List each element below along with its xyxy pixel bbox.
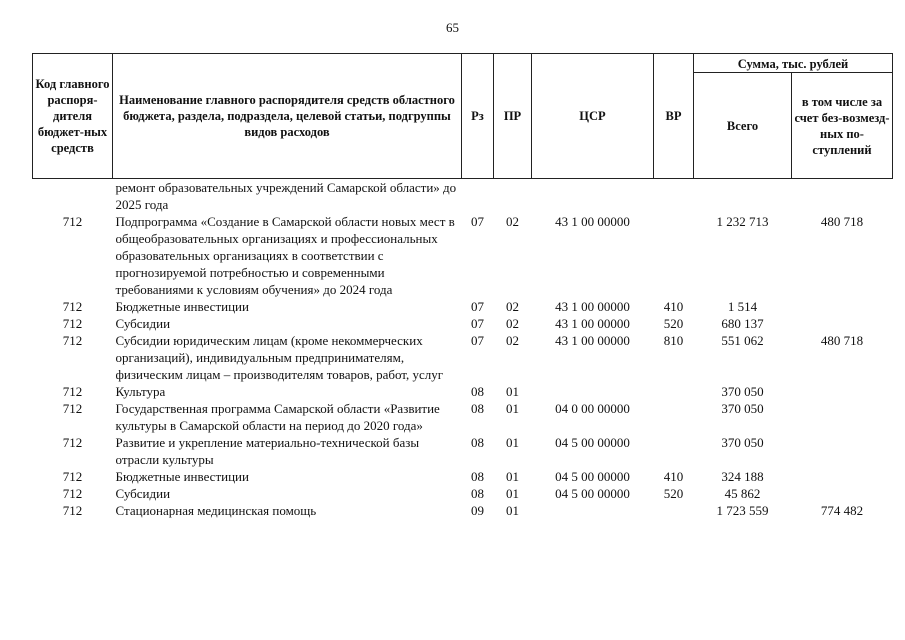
row-free	[792, 468, 893, 485]
row-name: Субсидии юридическим лицам (кроме некоммерческих организаций), индивидуальным предпринимателям, физическим лицам – производителям товаров, работ, услуг	[115, 333, 444, 382]
table-row	[33, 332, 893, 383]
row-code: 712	[62, 384, 83, 399]
row-rz: 07	[471, 316, 484, 331]
row-name: Бюджетные инвестиции	[115, 469, 249, 484]
row-vr	[654, 400, 694, 434]
row-vr	[654, 502, 694, 519]
row-total: 1 723 559	[716, 503, 769, 518]
table-body	[33, 179, 893, 520]
row-free	[792, 298, 893, 315]
row-pr: 01	[506, 401, 519, 416]
header-rz: Рз	[462, 54, 494, 179]
row-name: Бюджетные инвестиции	[115, 299, 249, 314]
row-vr: 520	[663, 316, 684, 331]
row-free: 480 718	[820, 214, 864, 229]
row-code: 712	[62, 435, 83, 450]
table-row	[33, 179, 893, 214]
row-vr: 520	[663, 486, 684, 501]
table-row	[33, 485, 893, 502]
table-row	[33, 400, 893, 434]
row-free	[792, 485, 893, 502]
row-code: 712	[62, 503, 83, 518]
table-row	[33, 383, 893, 400]
row-vr: 410	[663, 469, 684, 484]
row-csr: 43 1 00 00000	[555, 333, 630, 348]
table-row	[33, 315, 893, 332]
header-pr: ПР	[494, 54, 532, 179]
header-name: Наименование главного распорядителя средств областного бюджета, раздела, подраздела, целевой статьи, подгруппы видов расходов	[113, 54, 462, 179]
row-rz: 08	[471, 384, 484, 399]
row-vr	[654, 434, 694, 468]
row-rz: 08	[471, 401, 484, 416]
row-name: Культура	[115, 384, 166, 399]
row-free	[792, 383, 893, 400]
row-pr: 02	[506, 333, 519, 348]
row-free	[792, 400, 893, 434]
row-code: 712	[62, 214, 83, 229]
row-vr: 410	[663, 299, 684, 314]
row-rz	[462, 179, 494, 214]
row-code: 712	[62, 401, 83, 416]
header-code: Код главного распоря-дителя бюджет-ных средств	[33, 54, 113, 179]
row-total: 1 232 713	[716, 214, 769, 229]
row-code: 712	[62, 299, 83, 314]
row-csr	[532, 383, 654, 400]
row-csr: 43 1 00 00000	[555, 316, 630, 331]
row-name: Субсидии	[115, 486, 171, 501]
row-vr	[654, 213, 694, 298]
row-pr	[494, 179, 532, 214]
table-row	[33, 434, 893, 468]
header-total: Всего	[694, 73, 792, 179]
row-code: 712	[62, 333, 83, 348]
row-total	[694, 179, 792, 214]
row-csr	[532, 502, 654, 519]
row-csr: 43 1 00 00000	[555, 299, 630, 314]
row-total: 370 050	[721, 384, 764, 399]
row-total: 370 050	[721, 435, 764, 450]
row-rz: 09	[471, 503, 484, 518]
row-pr: 01	[506, 435, 519, 450]
row-free	[792, 179, 893, 214]
row-csr: 04 5 00 00000	[555, 435, 630, 450]
row-total: 324 188	[721, 469, 764, 484]
row-total: 1 514	[727, 299, 758, 314]
row-rz: 08	[471, 486, 484, 501]
row-total: 370 050	[721, 401, 764, 416]
row-free	[792, 434, 893, 468]
row-name: Подпрограмма «Создание в Самарской области новых мест в общеобразовательных организациях и профессиональных образовательных организациях в соответствии с прогнозируемой потребностью и современными требованиями к условиям обучения» до 2024 года	[115, 214, 455, 297]
row-vr	[654, 383, 694, 400]
row-total: 680 137	[721, 316, 764, 331]
row-name: Развитие и укрепление материально-технической базы отрасли культуры	[115, 435, 420, 467]
row-code: 712	[62, 486, 83, 501]
row-csr: 43 1 00 00000	[555, 214, 630, 229]
table-row	[33, 468, 893, 485]
row-rz: 08	[471, 469, 484, 484]
row-vr	[654, 179, 694, 214]
row-pr: 01	[506, 469, 519, 484]
row-name: Государственная программа Самарской области «Развитие культуры в Самарской области на период до 2020 года»	[115, 401, 440, 433]
row-pr: 01	[506, 503, 519, 518]
row-name: ремонт образовательных учреждений Самарской области» до 2025 года	[115, 180, 457, 212]
row-name: Стационарная медицинская помощь	[115, 503, 317, 518]
row-code: 712	[62, 469, 83, 484]
row-rz: 07	[471, 214, 484, 229]
row-name: Субсидии	[115, 316, 171, 331]
row-free	[792, 315, 893, 332]
table-header	[33, 54, 893, 179]
row-total: 45 862	[724, 486, 761, 501]
budget-table	[32, 53, 893, 519]
row-csr: 04 5 00 00000	[555, 486, 630, 501]
row-pr: 01	[506, 384, 519, 399]
page-number: 65	[446, 20, 459, 35]
row-rz: 08	[471, 435, 484, 450]
header-csr: ЦСР	[532, 54, 654, 179]
header-vr: ВР	[654, 54, 694, 179]
row-pr: 02	[506, 214, 519, 229]
row-pr: 01	[506, 486, 519, 501]
row-code	[33, 179, 113, 214]
row-rz: 07	[471, 333, 484, 348]
row-csr	[532, 179, 654, 214]
row-pr: 02	[506, 316, 519, 331]
row-total: 551 062	[721, 333, 764, 348]
row-code: 712	[62, 316, 83, 331]
row-rz: 07	[471, 299, 484, 314]
table-row	[33, 502, 893, 519]
row-free: 774 482	[820, 503, 864, 518]
row-vr: 810	[663, 333, 684, 348]
table-row	[33, 298, 893, 315]
row-pr: 02	[506, 299, 519, 314]
row-csr: 04 5 00 00000	[555, 469, 630, 484]
header-free: в том числе за счет без-возмезд-ных по-ступлений	[792, 73, 893, 179]
row-free: 480 718	[820, 333, 864, 348]
header-sum: Сумма, тыс. рублей	[694, 54, 893, 73]
table-row	[33, 213, 893, 298]
row-csr: 04 0 00 00000	[555, 401, 630, 416]
